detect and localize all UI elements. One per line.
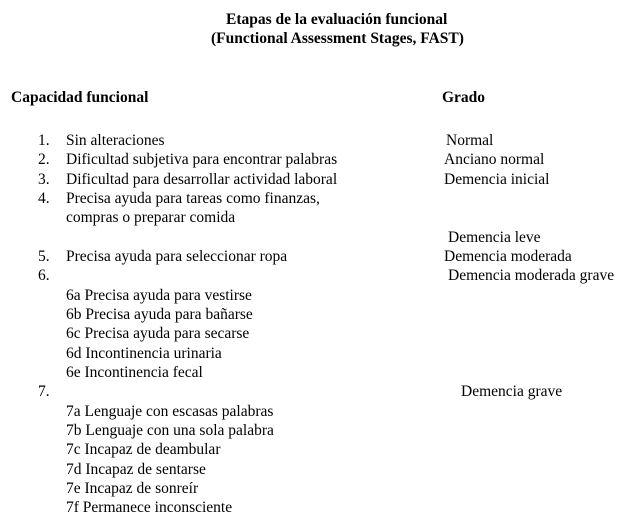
header-grade: Grado bbox=[442, 89, 486, 106]
stage-description-continued: compras o preparar comida bbox=[66, 209, 236, 226]
substage-item: 6d Incontinencia urinaria bbox=[66, 345, 222, 362]
substage-item: 6a Precisa ayuda para vestirse bbox=[66, 287, 252, 304]
stage-grade: Demencia leve bbox=[448, 229, 541, 246]
substage-item: 7d Incapaz de sentarse bbox=[66, 461, 206, 478]
stage-number: 2. bbox=[38, 151, 50, 168]
substage-item: 7b Lenguaje con una sola palabra bbox=[66, 422, 274, 439]
document-subtitle: (Functional Assessment Stages, FAST) bbox=[211, 30, 464, 47]
stage-grade: Demencia moderada grave bbox=[448, 267, 615, 284]
stage-number: 5. bbox=[38, 248, 50, 265]
substage-item: 6e Incontinencia fecal bbox=[66, 364, 203, 381]
stage-grade: Normal bbox=[446, 132, 494, 149]
stage-description: Sin alteraciones bbox=[66, 132, 165, 149]
stage-number: 1. bbox=[38, 132, 50, 149]
stage-number: 4. bbox=[38, 190, 50, 207]
substage-item: 7f Permanece inconsciente bbox=[66, 499, 233, 516]
stage-description: Dificultad para desarrollar actividad laboral bbox=[66, 171, 338, 188]
stage-grade: Demencia moderada bbox=[444, 248, 572, 265]
substage-item: 6c Precisa ayuda para secarse bbox=[66, 325, 250, 342]
stage-grade: Demencia grave bbox=[461, 383, 563, 400]
stage-number: 3. bbox=[38, 171, 50, 188]
stage-grade: Anciano normal bbox=[444, 151, 545, 168]
substage-item: 7c Incapaz de deambular bbox=[66, 441, 221, 458]
substage-item: 6b Precisa ayuda para bañarse bbox=[66, 306, 253, 323]
stage-description: Precisa ayuda para seleccionar ropa bbox=[66, 248, 288, 265]
stage-number: 7. bbox=[38, 383, 50, 400]
stage-description: Dificultad subjetiva para encontrar palabras bbox=[66, 151, 338, 168]
stage-grade: Demencia inicial bbox=[444, 171, 550, 188]
stage-description: Precisa ayuda para tareas como finanzas, bbox=[66, 190, 320, 207]
substage-item: 7e Incapaz de sonreír bbox=[66, 480, 199, 497]
stage-number: 6. bbox=[38, 267, 50, 284]
document-title: Etapas de la evaluación funcional bbox=[226, 11, 448, 28]
substage-item: 7a Lenguaje con escasas palabras bbox=[66, 403, 274, 420]
header-capacity: Capacidad funcional bbox=[11, 89, 149, 106]
